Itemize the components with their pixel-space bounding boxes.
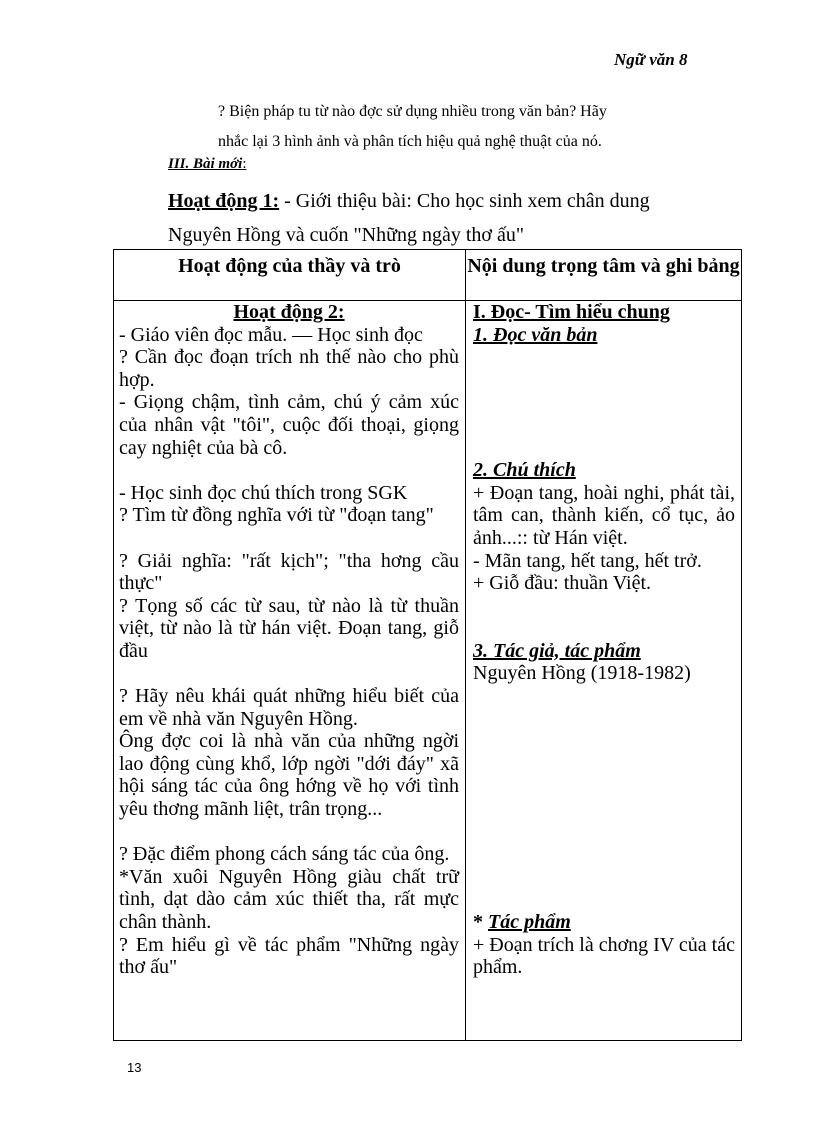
heading-reading-text: 1. Đọc văn bản bbox=[473, 323, 598, 346]
left-paragraph: - Học sinh đọc chú thích trong SGK bbox=[119, 481, 408, 504]
right-paragraph: - Mãn tang, hết tang, hết trở. bbox=[473, 549, 702, 572]
table-header-row bbox=[114, 250, 742, 301]
review-question-line-1: ? Biện pháp tu từ nào đợc sử dụng nhiều trong văn bản? Hãy bbox=[218, 103, 607, 120]
heading-author-work: 3. Tác giả, tác phẩm bbox=[473, 639, 641, 662]
section-title bbox=[168, 156, 247, 173]
section-title-colon: : bbox=[242, 156, 247, 172]
left-paragraph: ? Tìm từ đồng nghĩa với từ "đoạn tang" bbox=[119, 504, 434, 527]
heading-annotations: 2. Chú thích bbox=[473, 459, 576, 482]
right-paragraph: + Đoạn trích là chơng IV của tác phẩm. bbox=[473, 933, 735, 979]
heading-work-text: Tác phẩm bbox=[488, 910, 571, 933]
page-number: 13 bbox=[127, 1060, 142, 1075]
left-paragraph: - Giọng chậm, tình cảm, chú ý cảm xúc của nhân vật "tôi", cuộc đối thoại, giọng cay nghiệt của bà cô. bbox=[119, 391, 459, 459]
left-paragraph: ? Cần đọc đoạn trích nh thế nào cho phù hợp. bbox=[119, 346, 459, 391]
left-paragraph: - Giáo viên đọc mẫu. — Học sinh đọc bbox=[119, 323, 423, 346]
right-paragraph: Nguyên Hồng (1918-1982) bbox=[473, 662, 691, 685]
subject-header: Ngữ văn 8 bbox=[614, 50, 688, 69]
header-content: Nội dung trọng tâm và ghi bảng bbox=[466, 250, 742, 301]
table-body-row bbox=[114, 301, 742, 1041]
section-title-text: III. Bài mới bbox=[168, 156, 243, 172]
left-paragraph: *Văn xuôi Nguyên Hồng giàu chất trữ tình, dạt dào cảm xúc thiết tha, rất mực chân thành. bbox=[119, 865, 459, 934]
heading-reading-overview: I. Đọc- Tìm hiểu chung bbox=[473, 301, 670, 323]
left-paragraph: Ông đợc coi là nhà văn của những ngời lao động cùng khổ, lớp ngời "dới đáy" xã hội sáng tác của ông hớng về họ với tình yêu thơng mãnh liệt, trân trọng... bbox=[119, 730, 459, 821]
left-paragraph: ? Hãy nêu khái quát những hiểu biết của em về nhà văn Nguyên Hồng. bbox=[119, 685, 459, 730]
activity-1-label: Hoạt động 1: bbox=[168, 190, 280, 212]
left-paragraph: ? Giải nghĩa: "rất kịch"; "tha hơng cầu thực" bbox=[119, 549, 459, 595]
heading-work bbox=[473, 911, 735, 934]
right-paragraph: + Giỗ đầu: thuần Việt. bbox=[473, 572, 652, 595]
left-paragraph: ? Em hiểu gì về tác phẩm "Những ngày thơ ấu" bbox=[119, 933, 459, 979]
right-column bbox=[466, 301, 742, 1041]
activity-1-intro bbox=[168, 184, 688, 252]
header-teacher-student: Hoạt động của thầy và trò bbox=[114, 250, 466, 301]
activity-1-text: - Giới thiệu bài: Cho học sinh xem chân dung Nguyên Hồng và cuốn "Những ngày thơ ấu" bbox=[168, 190, 650, 246]
left-paragraph: ? Đặc điểm phong cách sáng tác của ông. bbox=[119, 843, 450, 866]
right-paragraph: + Đoạn tang, hoài nghi, phát tài, tâm can, thành kiến, cổ tục, ảo ảnh...:: từ Hán việt. bbox=[473, 481, 735, 549]
lesson-table bbox=[113, 249, 742, 1041]
activity-2-title: Hoạt động 2: bbox=[233, 301, 345, 323]
heading-work-star: * bbox=[473, 910, 488, 933]
left-paragraph: ? Tọng số các từ sau, từ nào là từ thuần việt, từ nào là từ hán việt. Đoạn tang, giỗ đầu bbox=[119, 594, 459, 662]
left-column bbox=[114, 301, 466, 1041]
review-question-line-2: nhắc lại 3 hình ảnh và phân tích hiệu quả nghệ thuật của nó. bbox=[218, 133, 602, 150]
